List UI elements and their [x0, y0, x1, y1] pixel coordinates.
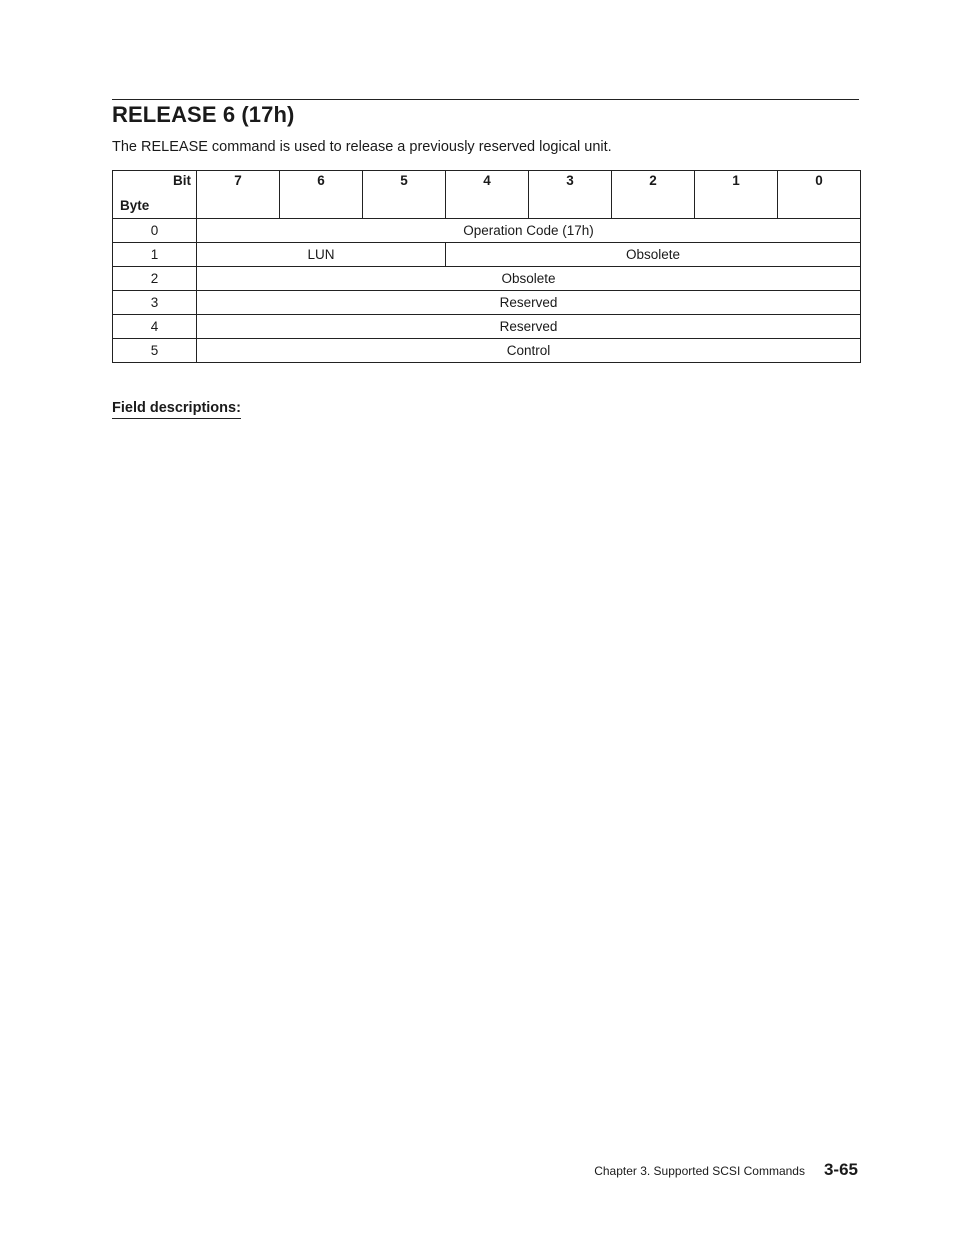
bit-number: 3 — [529, 171, 612, 219]
byte-number: 2 — [113, 267, 197, 291]
field-cell: Reserved — [197, 291, 861, 315]
table-row — [113, 339, 861, 363]
table-row — [113, 243, 861, 267]
table-row — [113, 315, 861, 339]
bit-number: 4 — [446, 171, 529, 219]
bit-number: 5 — [363, 171, 446, 219]
byte-number: 0 — [113, 219, 197, 243]
table-row — [113, 219, 861, 243]
page-number: 3-65 — [823, 1160, 858, 1179]
field-cell-lun: LUN — [197, 243, 446, 267]
byte-number: 5 — [113, 339, 197, 363]
field-descriptions-heading: Field descriptions: — [112, 399, 241, 419]
bit-number: 0 — [778, 171, 861, 219]
section-top-rule — [112, 99, 859, 100]
bit-number: 2 — [612, 171, 695, 219]
byte-number: 1 — [113, 243, 197, 267]
field-cell-obsolete: Obsolete — [446, 243, 861, 267]
footer-chapter-title: Chapter 3. Supported SCSI Commands — [594, 1164, 805, 1178]
byte-number: 3 — [113, 291, 197, 315]
bit-number: 6 — [280, 171, 363, 219]
byte-number: 4 — [113, 315, 197, 339]
table-header-row — [113, 171, 861, 219]
field-cell: Operation Code (17h) — [197, 219, 861, 243]
field-cell: Obsolete — [197, 267, 861, 291]
table-corner-cell — [113, 171, 197, 219]
page-footer — [594, 1160, 858, 1180]
bit-number: 1 — [695, 171, 778, 219]
section-title: RELEASE 6 (17h) — [112, 102, 295, 127]
table-row — [113, 267, 861, 291]
bit-number: 7 — [197, 171, 280, 219]
cdb-format-table — [112, 170, 861, 363]
bit-axis-label: Bit — [173, 173, 191, 188]
table-row — [113, 291, 861, 315]
field-cell: Reserved — [197, 315, 861, 339]
field-cell: Control — [197, 339, 861, 363]
byte-axis-label: Byte — [120, 198, 150, 213]
intro-paragraph: The RELEASE command is used to release a previously reserved logical unit. — [112, 139, 612, 155]
